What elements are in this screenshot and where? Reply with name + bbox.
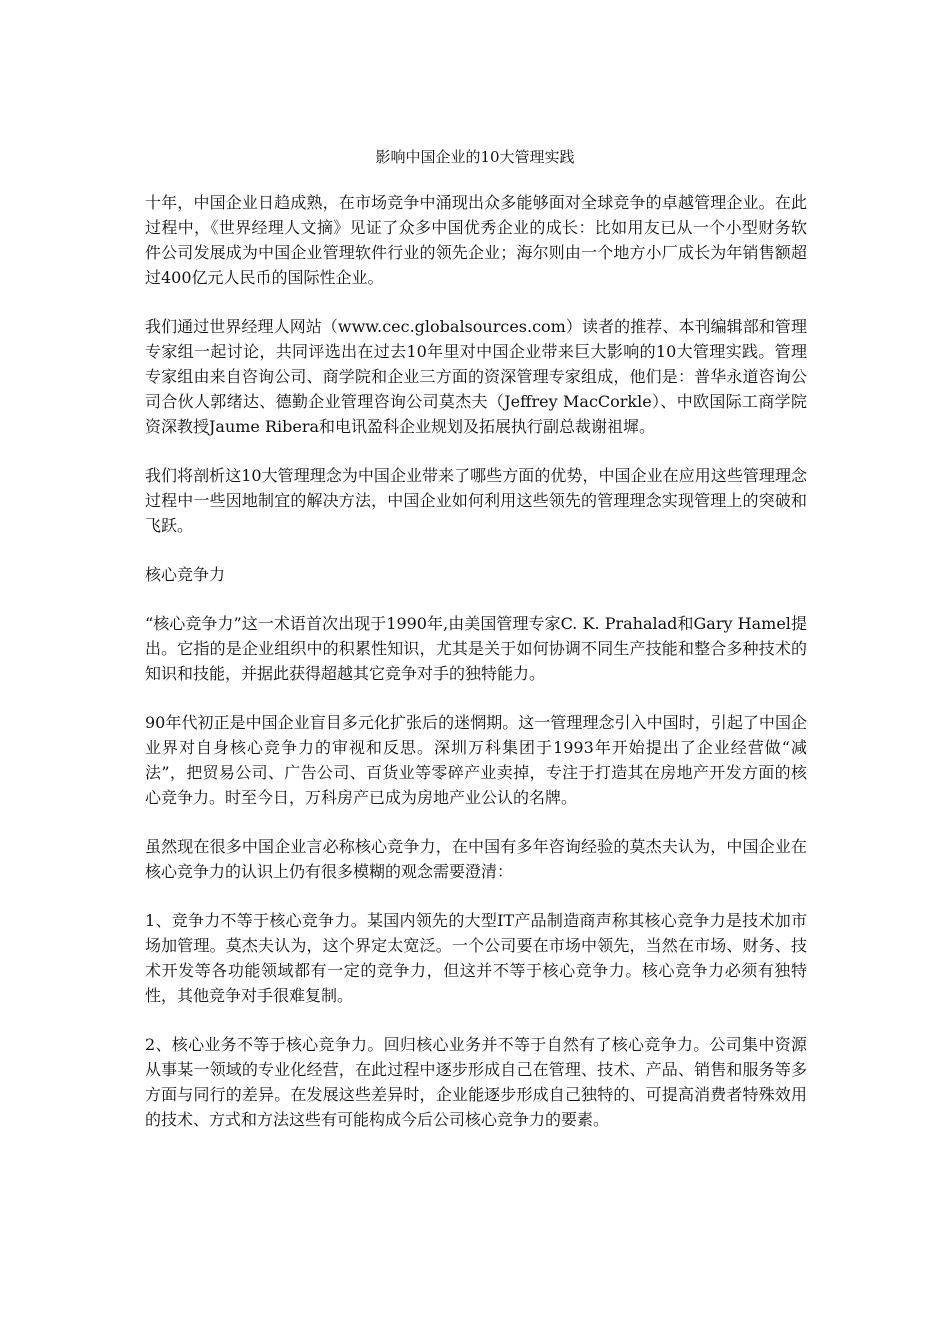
document-title: 影响中国企业的10大管理实践 xyxy=(375,148,575,166)
paragraph-intro: 十年，中国企业日趋成熟，在市场竞争中涌现出众多能够面对全球竞争的卓越管理企业。在此过程中，《世界经理人文摘》见证了众多中国优秀企业的成长：比如用友已从一个小型财务软件公司发展成为中国企业管理软件行业的领先企业；海尔则由一个地方小厂成长为年销售额超过400亿元人民币的国际性企业。 xyxy=(145,193,807,287)
paragraph-90s-context: 90年代初正是中国企业盲目多元化扩张后的迷惘期。这一管理理念引入中国时，引起了中国企业界对自身核心竞争力的审视和反思。深圳万科集团于1993年开始提出了企业经营做“减法”，把贸易公司、广告公司、百货业等零碎产业卖掉，专注于打造其在房地产开发方面的核心竞争力。时至今日，万科房产已成为房地产业公认的名牌。 xyxy=(145,713,807,807)
paragraph-point-1: 1、竞争力不等于核心竞争力。某国内领先的大型IT产品制造商声称其核心竞争力是技术加市场加管理。莫杰夫认为，这个界定太宽泛。一个公司要在市场中领先，当然在市场、财务、技术开发等各功能领域都有一定的竞争力，但这并不等于核心竞争力。核心竞争力必须有独特性，其他竞争对手很难复制。 xyxy=(145,911,807,1005)
paragraph-selection-method: 我们通过世界经理人网站（www.cec.globalsources.com）读者的推荐、本刊编辑部和管理专家组一起讨论，共同评选出在过去10年里对中国企业带来巨大影响的10大管理实践。管理专家组由来自咨询公司、商学院和企业三方面的资深管理专家组成，他们是：普华永道咨询公司合伙人郭绪达、德勤企业管理咨询公司莫杰夫（Jeffrey MacCorkle）、中欧国际工商学院资深教授Jaume Ribera和电讯盈科企业规划及拓展执行副总裁谢祖墀。 xyxy=(145,317,807,436)
section-heading-core-competence: 核心竞争力 xyxy=(145,565,226,584)
document-body xyxy=(145,190,807,1156)
paragraph-point-2: 2、核心业务不等于核心竞争力。回归核心业务并不等于自然有了核心竞争力。公司集中资源从事某一领域的专业化经营，在此过程中逐步形成自己在管理、技术、产品、销售和服务等多方面与同行的差异。在发展这些差异时，企业能逐步形成自己独特的、可提高消费者特殊效用的技术、方式和方法这些有可能构成今后公司核心竞争力的要素。 xyxy=(145,1035,807,1129)
paragraph-core-competence-definition: “核心竞争力”这一术语首次出现于1990年,由美国管理专家C. K. Prahalad和Gary Hamel提出。它指的是企业组织中的积累性知识，尤其是关于如何协调不同生产技能和整合多种技术的知识和技能，并据此获得超越其它竞争对手的独特能力。 xyxy=(145,614,807,683)
paragraph-misconceptions: 虽然现在很多中国企业言必称核心竞争力，在中国有多年咨询经验的莫杰夫认为，中国企业在核心竞争力的认识上仍有很多模糊的观念需要澄清： xyxy=(145,837,807,881)
paragraph-analysis-goal: 我们将剖析这10大管理理念为中国企业带来了哪些方面的优势，中国企业在应用这些管理理念过程中一些因地制宜的解决方法，中国企业如何利用这些领先的管理理念实现管理上的突破和飞跃。 xyxy=(145,466,807,535)
